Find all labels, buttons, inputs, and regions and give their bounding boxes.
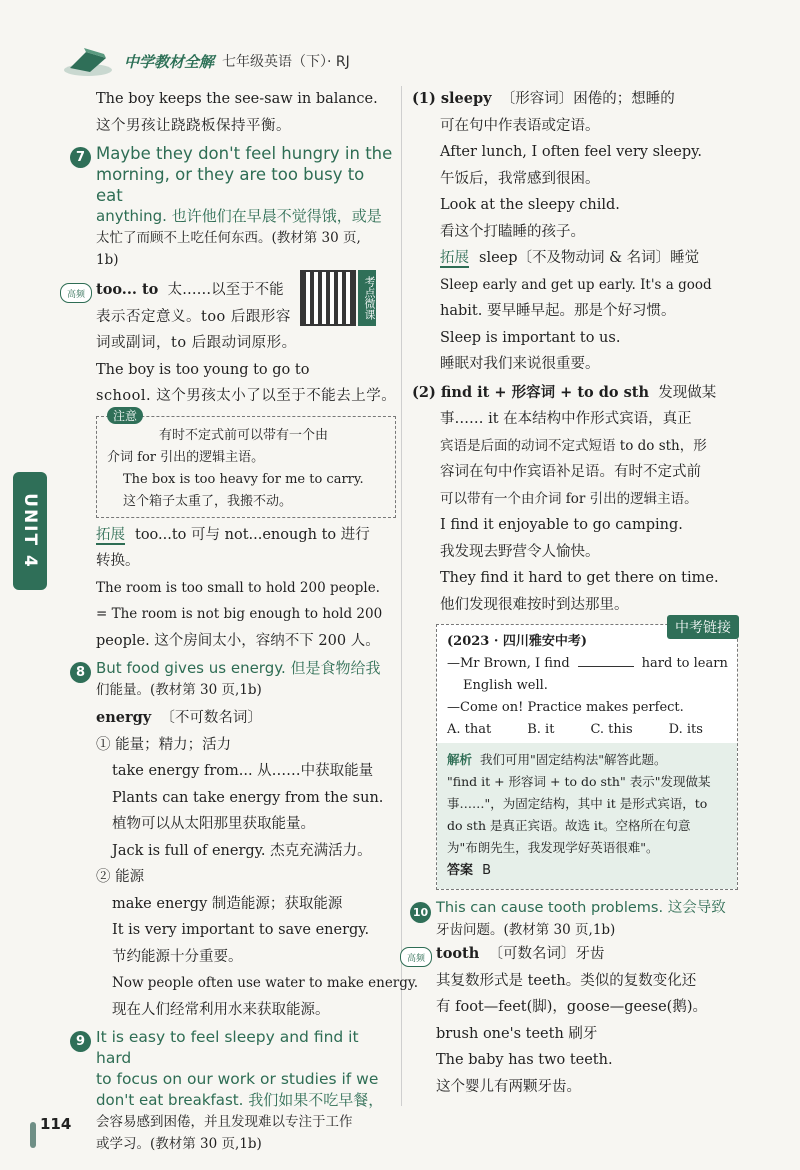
example: The baby has two teeth. bbox=[436, 1052, 613, 1068]
note-text: 有时不定式前可以带有一个由 bbox=[159, 427, 329, 443]
sentence-en: This can cause tooth problems. 这会导致 bbox=[436, 900, 726, 916]
sentence-en: It is easy to feel sleepy and find it hard bbox=[96, 1028, 359, 1067]
note-tag: 注意 bbox=[107, 407, 143, 424]
note-text: The box is too heavy for me to carry. bbox=[123, 471, 364, 487]
sentence-number-badge: 10 bbox=[410, 902, 431, 923]
point-def: 发现做某 bbox=[658, 384, 717, 401]
sentence-9 bbox=[75, 1027, 396, 1155]
analysis-text: do sth 是真正宾语。故选 it。空格所在句意 bbox=[447, 818, 691, 833]
extension-text: Sleep early and get up early. It's a good bbox=[440, 276, 712, 293]
exam-question: hard to learn bbox=[641, 656, 728, 671]
example: They find it hard to get there on time. bbox=[440, 570, 719, 586]
point-text: 可以带有一个由介词 for 引出的逻辑主语。 bbox=[440, 490, 698, 507]
example: Now people often use water to make energy. bbox=[112, 975, 419, 991]
point-text: 容词在句中作宾语补足语。有时不定式前 bbox=[440, 464, 701, 480]
point-tooth bbox=[406, 941, 740, 1100]
high-frequency-badge: 高频 bbox=[400, 947, 432, 967]
sentence-zh: 牙齿问题。(教材第 30 页,1b) bbox=[436, 922, 616, 938]
exam-source: (2023 · 四川雅安中考) bbox=[447, 634, 588, 649]
example: brush one's teeth 刷牙 bbox=[436, 1025, 598, 1042]
point-head: tooth bbox=[436, 945, 480, 962]
exam-question: —Mr Brown, I find bbox=[447, 656, 570, 671]
sentence-number-badge: 8 bbox=[70, 662, 91, 683]
example: Plants can take energy from the sun. bbox=[112, 789, 384, 806]
sentence-en: don't eat breakfast. 我们如果不吃早餐， bbox=[96, 1091, 384, 1109]
point-text: school. 这个男孩太小了以至于不能去上学。 bbox=[96, 388, 397, 404]
example: 现在人们经常利用水来获取能源。 bbox=[112, 1001, 330, 1018]
example: Look at the sleepy child. bbox=[440, 197, 620, 213]
meaning: ① 能量；精力；活力 bbox=[96, 736, 232, 753]
point-head: (2) find it + 形容词 + to do sth bbox=[412, 383, 650, 401]
point-pos: 〔形容词〕困倦的；想睡的 bbox=[500, 91, 675, 107]
point-head: energy bbox=[96, 709, 152, 726]
example: 看这个打瞌睡的孩子。 bbox=[440, 223, 585, 240]
note-text: 介词 for 引出的逻辑主语。 bbox=[107, 449, 265, 465]
extension-text: = The room is not big enough to hold 200 bbox=[96, 606, 383, 622]
point-text: 表示否定意义。too 后跟形容 bbox=[96, 308, 291, 325]
example: After lunch, I often feel very sleepy. bbox=[440, 144, 702, 160]
example: 他们发现很难按时到达那里。 bbox=[440, 596, 629, 613]
analysis-text: 事……"，为固定结构，其中 it 是形式宾语，to bbox=[447, 796, 708, 811]
sentence-zh: 们能量。(教材第 30 页,1b) bbox=[96, 682, 262, 698]
example-en: The boy keeps the see-saw in balance. bbox=[96, 91, 378, 107]
unit-tab: UNIT 4 bbox=[13, 472, 47, 590]
example: 我发现去野营令人愉快。 bbox=[440, 543, 600, 560]
point-head: (1) sleepy bbox=[412, 90, 492, 107]
point-text: 可在句中作表语或定语。 bbox=[440, 117, 600, 134]
option-c: C. this bbox=[590, 722, 633, 737]
point-def: 太……以至于不能 bbox=[167, 282, 284, 298]
option-b: B. it bbox=[527, 722, 555, 737]
exam-options bbox=[447, 719, 727, 741]
page-header bbox=[60, 44, 350, 78]
page-number-bar bbox=[30, 1122, 36, 1148]
extension-text: 转换。 bbox=[96, 553, 140, 569]
meaning: ② 能源 bbox=[96, 869, 145, 885]
sentence-7 bbox=[75, 143, 396, 271]
analysis-text: 为"布朗先生，我发现学好英语很难"。 bbox=[447, 840, 659, 855]
extension-text: Sleep is important to us. bbox=[440, 329, 621, 346]
sentence-10 bbox=[412, 898, 740, 941]
point-text: 词或副词，to 后跟动词原形。 bbox=[96, 335, 297, 351]
analysis-block bbox=[437, 743, 737, 889]
point-pos: 〔不可数名词〕 bbox=[160, 710, 262, 726]
answer-blank bbox=[578, 666, 634, 667]
exam-question: —Come on! Practice makes perfect. bbox=[447, 700, 684, 715]
analysis-text: "find it + 形容词 + to do sth" 表示"发现做某 bbox=[447, 774, 711, 789]
point-text: 有 foot—feet(脚)，goose—geese(鹅)。 bbox=[436, 999, 707, 1015]
answer-value: B bbox=[482, 863, 491, 878]
sentence-number-badge: 7 bbox=[70, 147, 91, 168]
option-a: A. that bbox=[447, 722, 492, 737]
example: It is very important to save energy. bbox=[112, 922, 370, 938]
note-text: 这个箱子太重了，我搬不动。 bbox=[123, 493, 293, 509]
extension-block bbox=[96, 522, 396, 655]
point-pos: 〔可数名词〕牙齿 bbox=[488, 946, 605, 962]
right-column bbox=[406, 86, 740, 1100]
sentence-zh: 会容易感到困倦，并且发现难以专注于工作 bbox=[96, 1114, 353, 1130]
option-d: D. its bbox=[668, 722, 703, 737]
answer-line bbox=[447, 859, 727, 883]
book-logo-icon bbox=[60, 44, 116, 78]
analysis-text: 我们可用"固定结构法"解答此题。 bbox=[480, 752, 667, 767]
point-head: too... to bbox=[96, 281, 159, 298]
example: 这个婴儿有两颗牙齿。 bbox=[436, 1078, 581, 1095]
point-text: 宾语是后面的动词不定式短语 to do sth，形 bbox=[440, 437, 707, 454]
sentence-zh: 太忙了而顾不上吃任何东西。(教材第 30 页, bbox=[96, 230, 361, 246]
point-text: 事…… it 在本结构中作形式宾语，真正 bbox=[440, 411, 692, 427]
extension-text: 睡眠对我们来说很重要。 bbox=[440, 356, 600, 372]
extension-label: 拓展 bbox=[440, 250, 469, 266]
point-text: 其复数形式是 teeth。类似的复数变化还 bbox=[436, 972, 697, 989]
qr-block bbox=[300, 270, 376, 326]
answer-label: 答案 bbox=[447, 863, 474, 878]
left-column bbox=[66, 86, 419, 1155]
sentence-en: morning, or they are too busy to eat bbox=[96, 165, 365, 205]
exam-link-tag: 中考链接 bbox=[667, 615, 739, 639]
sentence-8 bbox=[75, 658, 396, 701]
sentence-zh: 或学习。(教材第 30 页,1b) bbox=[96, 1136, 262, 1152]
sentence-en: Maybe they don't feel hungry in the bbox=[96, 144, 393, 163]
exam-question: English well. bbox=[463, 678, 548, 693]
extension-text: The room is too small to hold 200 people. bbox=[96, 579, 380, 596]
textbook-ref: 1b) bbox=[96, 252, 119, 268]
extension-text: habit. 要早睡早起。那是个好习惯。 bbox=[440, 303, 676, 319]
example: I find it enjoyable to go camping. bbox=[440, 517, 683, 533]
page-number: 114 bbox=[40, 1115, 72, 1133]
example-zh: 这个男孩让跷跷板保持平衡。 bbox=[96, 117, 291, 134]
example: make energy 制造能源；获取能源 bbox=[112, 895, 343, 912]
example: Jack is full of energy. 杰克充满活力。 bbox=[112, 842, 372, 859]
qr-code-icon[interactable] bbox=[300, 270, 356, 326]
high-frequency-badge: 高频 bbox=[60, 283, 92, 303]
example: 植物可以从太阳那里获取能量。 bbox=[112, 816, 315, 832]
exam-link-box bbox=[436, 620, 738, 890]
book-title: 七年级英语（下）· RJ bbox=[222, 54, 350, 70]
point-text: The boy is too young to go to bbox=[96, 361, 310, 378]
sentence-en: to focus on our work or studies if we bbox=[96, 1070, 379, 1088]
extension-text: too...to 可与 not...enough to 进行 bbox=[135, 526, 370, 543]
analysis-label: 解析 bbox=[447, 752, 473, 767]
example: take energy from... 从……中获取能量 bbox=[112, 763, 374, 779]
extension-text: people. 这个房间太小，容纳不下 200 人。 bbox=[96, 632, 380, 649]
sentence-en: anything. 也许他们在早晨不觉得饿，或是 bbox=[96, 207, 382, 225]
extension-label: 拓展 bbox=[96, 526, 125, 543]
qr-label: 考点微课 bbox=[358, 270, 376, 326]
example: 节约能源十分重要。 bbox=[112, 948, 243, 965]
brand-title: 中学教材全解 bbox=[124, 52, 215, 71]
extension-text: sleep〔不及物动词 & 名词〕睡觉 bbox=[479, 250, 700, 266]
note-box bbox=[96, 408, 396, 518]
sentence-en: But food gives us energy. 但是食物给我 bbox=[96, 659, 381, 677]
example: 午饭后，我常感到很困。 bbox=[440, 170, 600, 187]
sentence-number-badge: 9 bbox=[70, 1031, 91, 1052]
